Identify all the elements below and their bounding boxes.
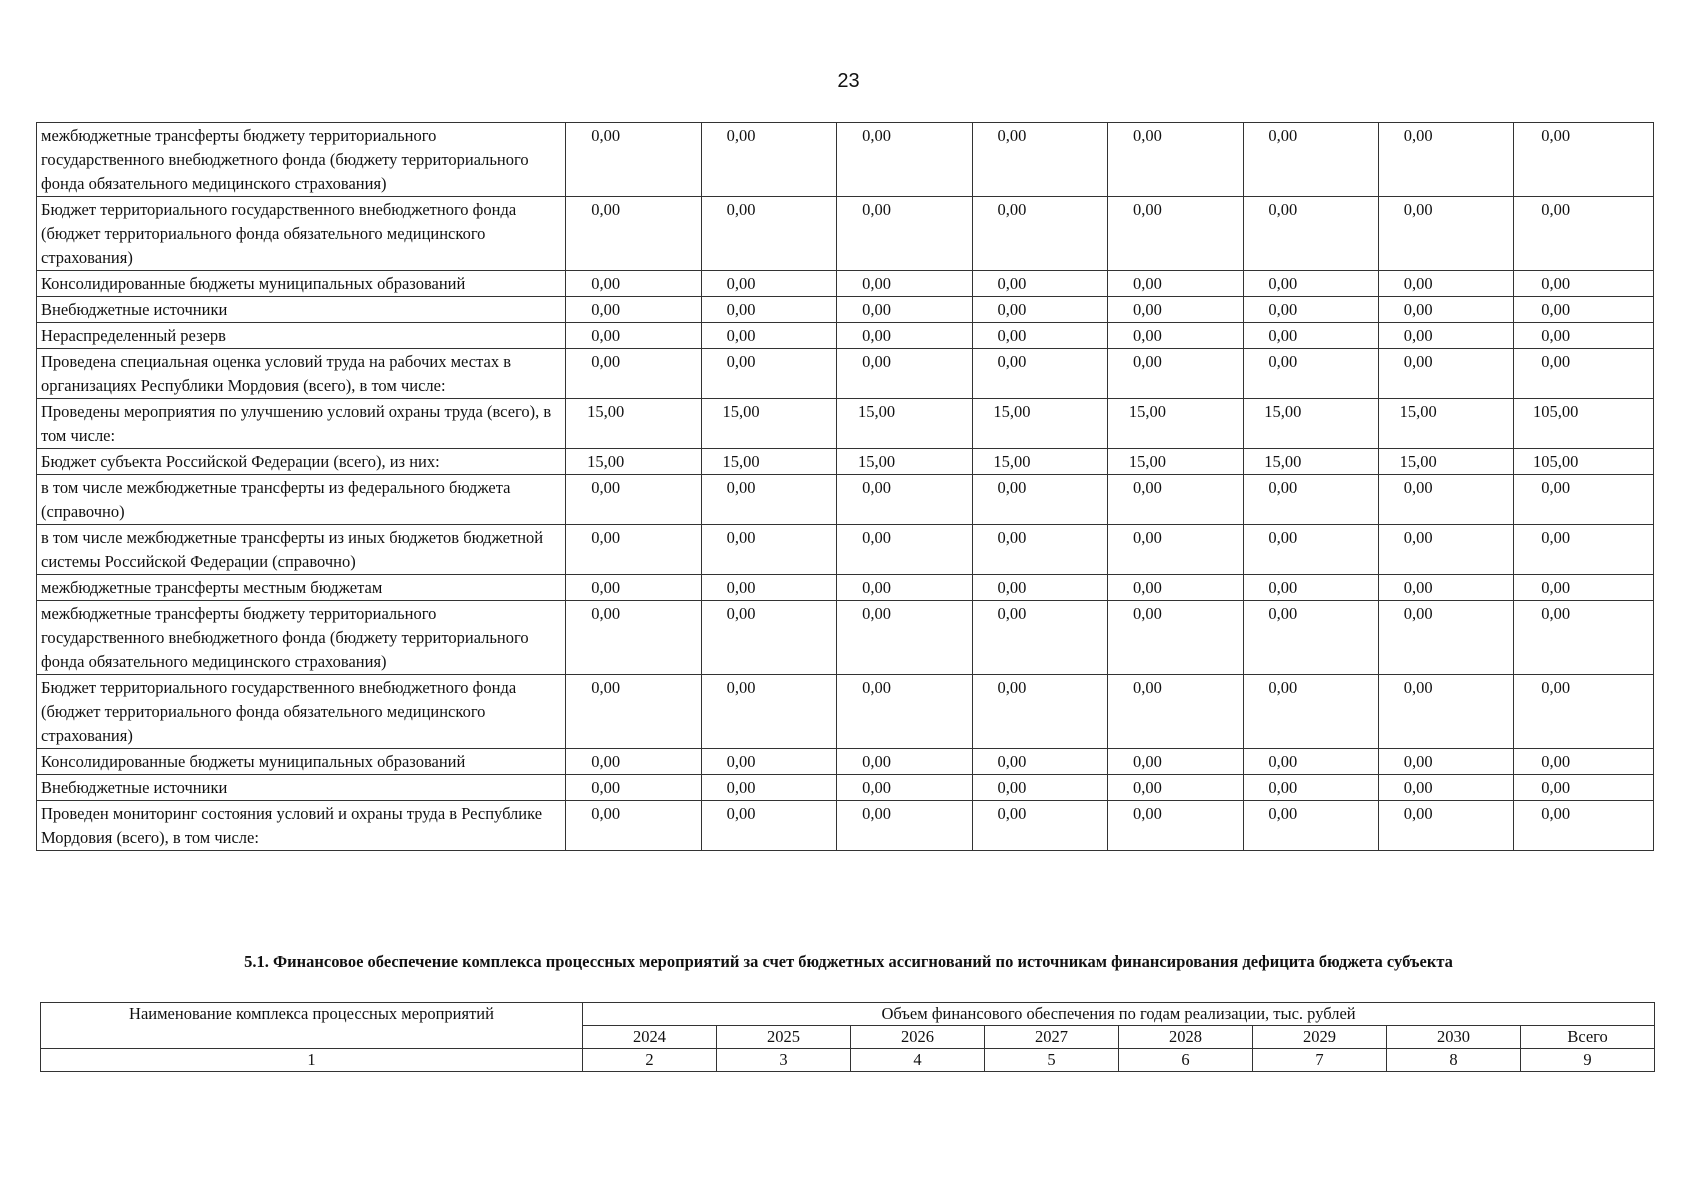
row-label: Консолидированные бюджеты муниципальных образований [37,749,566,775]
year-value-cell: 0,00 [1108,271,1243,297]
year-value-cell: 0,00 [701,475,836,525]
year-value-cell: 0,00 [1379,323,1514,349]
total-value-cell: 0,00 [1514,123,1654,197]
year-value-cell: 0,00 [1108,197,1243,271]
year-value-cell: 0,00 [1243,475,1378,525]
year-value-cell: 0,00 [1379,297,1514,323]
year-value-cell: 0,00 [1243,197,1378,271]
year-value-cell: 0,00 [1243,801,1378,851]
year-value-cell: 0,00 [837,801,972,851]
year-value-cell: 15,00 [1379,399,1514,449]
year-value-cell: 0,00 [1379,801,1514,851]
row-label: в том числе межбюджетные трансферты из федерального бюджета (справочно) [37,475,566,525]
year-value-cell: 0,00 [1108,575,1243,601]
year-value-cell: 0,00 [1108,349,1243,399]
year-value-cell: 15,00 [701,449,836,475]
year-value-cell: 0,00 [837,749,972,775]
total-header: Всего [1521,1026,1655,1049]
funding-table-body [37,123,1654,851]
year-value-cell: 0,00 [1243,749,1378,775]
table-row [37,675,1654,749]
row-label: межбюджетные трансферты местным бюджетам [37,575,566,601]
numbering-row [41,1049,1655,1072]
year-value-cell: 0,00 [566,475,701,525]
year-value-cell: 0,00 [1243,575,1378,601]
year-value-cell: 15,00 [1243,399,1378,449]
year-value-cell: 0,00 [566,297,701,323]
total-value-cell: 0,00 [1514,749,1654,775]
year-value-cell: 0,00 [1379,271,1514,297]
year-value-cell: 0,00 [1243,525,1378,575]
year-value-cell: 0,00 [701,297,836,323]
year-value-cell: 0,00 [701,323,836,349]
year-value-cell: 0,00 [837,271,972,297]
row-label: Проведены мероприятия по улучшению условий охраны труда (всего), в том числе: [37,399,566,449]
year-value-cell: 0,00 [837,123,972,197]
year-value-cell: 0,00 [1108,601,1243,675]
column-number: 3 [717,1049,851,1072]
total-value-cell: 0,00 [1514,323,1654,349]
row-label: Бюджет территориального государственного внебюджетного фонда (бюджет территориального фонда обязательного медицинского страхования) [37,197,566,271]
year-value-cell: 0,00 [566,801,701,851]
section-title: 5.1. Финансовое обеспечение комплекса процессных мероприятий за счет бюджетных ассигнований по источникам финансирования дефицита бюджета субъекта [244,952,1453,971]
year-value-cell: 0,00 [972,525,1107,575]
year-value-cell: 0,00 [1108,775,1243,801]
table-row [37,475,1654,525]
year-value-cell: 15,00 [1243,449,1378,475]
year-value-cell: 0,00 [566,575,701,601]
year-value-cell: 0,00 [701,197,836,271]
year-value-cell: 0,00 [1108,675,1243,749]
year-header: 2025 [717,1026,851,1049]
table-row [37,349,1654,399]
year-value-cell: 15,00 [837,399,972,449]
row-label: межбюджетные трансферты бюджету территориального государственного внебюджетного фонда (бюджету территориального фонда обязательного медицинского страхования) [37,601,566,675]
year-value-cell: 0,00 [1108,749,1243,775]
row-label: Внебюджетные источники [37,297,566,323]
year-value-cell: 0,00 [701,749,836,775]
year-value-cell: 15,00 [1108,449,1243,475]
year-header: 2024 [583,1026,717,1049]
total-value-cell: 105,00 [1514,449,1654,475]
year-header: 2028 [1119,1026,1253,1049]
year-value-cell: 0,00 [1243,601,1378,675]
year-value-cell: 0,00 [566,271,701,297]
year-value-cell: 0,00 [701,349,836,399]
year-value-cell: 0,00 [837,601,972,675]
year-value-cell: 0,00 [1379,575,1514,601]
year-value-cell: 0,00 [566,525,701,575]
total-value-cell: 0,00 [1514,675,1654,749]
year-value-cell: 15,00 [1108,399,1243,449]
year-value-cell: 0,00 [972,271,1107,297]
total-value-cell: 0,00 [1514,197,1654,271]
table-row [37,123,1654,197]
year-value-cell: 0,00 [566,323,701,349]
table-row [37,323,1654,349]
year-value-cell: 0,00 [701,123,836,197]
table-row [37,399,1654,449]
column-number: 2 [583,1049,717,1072]
total-value-cell: 0,00 [1514,349,1654,399]
year-value-cell: 0,00 [972,675,1107,749]
year-value-cell: 0,00 [1243,271,1378,297]
year-value-cell: 0,00 [837,197,972,271]
year-value-cell: 0,00 [1243,349,1378,399]
total-value-cell: 0,00 [1514,475,1654,525]
year-value-cell: 0,00 [1379,197,1514,271]
year-value-cell: 0,00 [1108,123,1243,197]
header-row [41,1003,1655,1026]
year-value-cell: 0,00 [972,575,1107,601]
year-value-cell: 0,00 [1379,675,1514,749]
year-value-cell: 0,00 [1108,323,1243,349]
year-header: 2030 [1387,1026,1521,1049]
year-value-cell: 0,00 [972,475,1107,525]
year-value-cell: 0,00 [566,675,701,749]
column-number: 1 [41,1049,583,1072]
row-label: в том числе межбюджетные трансферты из иных бюджетов бюджетной системы Российской Федерации (справочно) [37,525,566,575]
year-value-cell: 15,00 [566,399,701,449]
year-value-cell: 0,00 [1108,525,1243,575]
year-value-cell: 0,00 [701,801,836,851]
year-value-cell: 0,00 [972,349,1107,399]
year-value-cell: 0,00 [972,297,1107,323]
year-value-cell: 0,00 [972,601,1107,675]
total-value-cell: 0,00 [1514,297,1654,323]
table-row [37,801,1654,851]
year-value-cell: 0,00 [566,749,701,775]
year-value-cell: 15,00 [1379,449,1514,475]
column-number: 9 [1521,1049,1655,1072]
deficit-financing-table [40,1002,1655,1072]
table-row [37,197,1654,271]
year-value-cell: 0,00 [1243,123,1378,197]
year-value-cell: 0,00 [1243,323,1378,349]
column-number: 7 [1253,1049,1387,1072]
year-value-cell: 0,00 [701,601,836,675]
table-row [37,449,1654,475]
year-value-cell: 15,00 [972,449,1107,475]
year-value-cell: 0,00 [837,675,972,749]
year-value-cell: 0,00 [1379,475,1514,525]
year-value-cell: 0,00 [972,197,1107,271]
table-row [37,601,1654,675]
table-row [37,525,1654,575]
total-value-cell: 0,00 [1514,271,1654,297]
total-value-cell: 105,00 [1514,399,1654,449]
year-value-cell: 0,00 [1379,349,1514,399]
year-header: 2029 [1253,1026,1387,1049]
year-value-cell: 0,00 [1243,675,1378,749]
row-label: Бюджет территориального государственного внебюджетного фонда (бюджет территориального фонда обязательного медицинского страхования) [37,675,566,749]
funding-table [36,122,1654,851]
column-number: 5 [985,1049,1119,1072]
total-value-cell: 0,00 [1514,601,1654,675]
row-label: Проведен мониторинг состояния условий и охраны труда в Республике Мордовия (всего), в том числе: [37,801,566,851]
table-row [37,749,1654,775]
table-row [37,297,1654,323]
year-value-cell: 0,00 [837,297,972,323]
page-number: 23 [837,70,860,92]
year-value-cell: 0,00 [701,525,836,575]
year-value-cell: 0,00 [1379,775,1514,801]
year-value-cell: 0,00 [837,525,972,575]
year-value-cell: 0,00 [972,123,1107,197]
row-label: Бюджет субъекта Российской Федерации (всего), из них: [37,449,566,475]
year-value-cell: 0,00 [1108,801,1243,851]
year-value-cell: 0,00 [837,323,972,349]
year-value-cell: 0,00 [701,775,836,801]
year-value-cell: 0,00 [972,801,1107,851]
year-value-cell: 0,00 [566,123,701,197]
year-value-cell: 0,00 [566,197,701,271]
year-value-cell: 15,00 [566,449,701,475]
column-number: 6 [1119,1049,1253,1072]
year-value-cell: 0,00 [837,475,972,525]
year-value-cell: 0,00 [701,675,836,749]
year-value-cell: 0,00 [1379,601,1514,675]
row-label: Проведена специальная оценка условий труда на рабочих местах в организациях Республики Мордовия (всего), в том числе: [37,349,566,399]
year-value-cell: 0,00 [972,775,1107,801]
year-value-cell: 15,00 [701,399,836,449]
year-value-cell: 0,00 [566,601,701,675]
year-value-cell: 0,00 [701,271,836,297]
year-value-cell: 0,00 [837,775,972,801]
year-value-cell: 0,00 [566,349,701,399]
total-value-cell: 0,00 [1514,575,1654,601]
name-column-header: Наименование комплекса процессных мероприятий [41,1003,583,1049]
year-header: 2026 [851,1026,985,1049]
table-row [37,575,1654,601]
year-value-cell: 0,00 [1379,749,1514,775]
total-value-cell: 0,00 [1514,525,1654,575]
column-number: 8 [1387,1049,1521,1072]
year-header: 2027 [985,1026,1119,1049]
year-value-cell: 0,00 [1379,123,1514,197]
year-value-cell: 15,00 [837,449,972,475]
year-value-cell: 0,00 [837,575,972,601]
total-value-cell: 0,00 [1514,801,1654,851]
year-value-cell: 0,00 [1243,297,1378,323]
year-value-cell: 0,00 [972,749,1107,775]
year-value-cell: 0,00 [972,323,1107,349]
row-label: Нераспределенный резерв [37,323,566,349]
year-value-cell: 0,00 [566,775,701,801]
row-label: Консолидированные бюджеты муниципальных образований [37,271,566,297]
row-label: Внебюджетные источники [37,775,566,801]
table-row [37,271,1654,297]
year-value-cell: 0,00 [1108,475,1243,525]
volume-column-header: Объем финансового обеспечения по годам реализации, тыс. рублей [583,1003,1655,1026]
table-row [37,775,1654,801]
year-value-cell: 0,00 [837,349,972,399]
column-number: 4 [851,1049,985,1072]
year-value-cell: 0,00 [1379,525,1514,575]
year-value-cell: 0,00 [1243,775,1378,801]
row-label: межбюджетные трансферты бюджету территориального государственного внебюджетного фонда (бюджету территориального фонда обязательного медицинского страхования) [37,123,566,197]
year-value-cell: 15,00 [972,399,1107,449]
year-value-cell: 0,00 [701,575,836,601]
total-value-cell: 0,00 [1514,775,1654,801]
year-value-cell: 0,00 [1108,297,1243,323]
